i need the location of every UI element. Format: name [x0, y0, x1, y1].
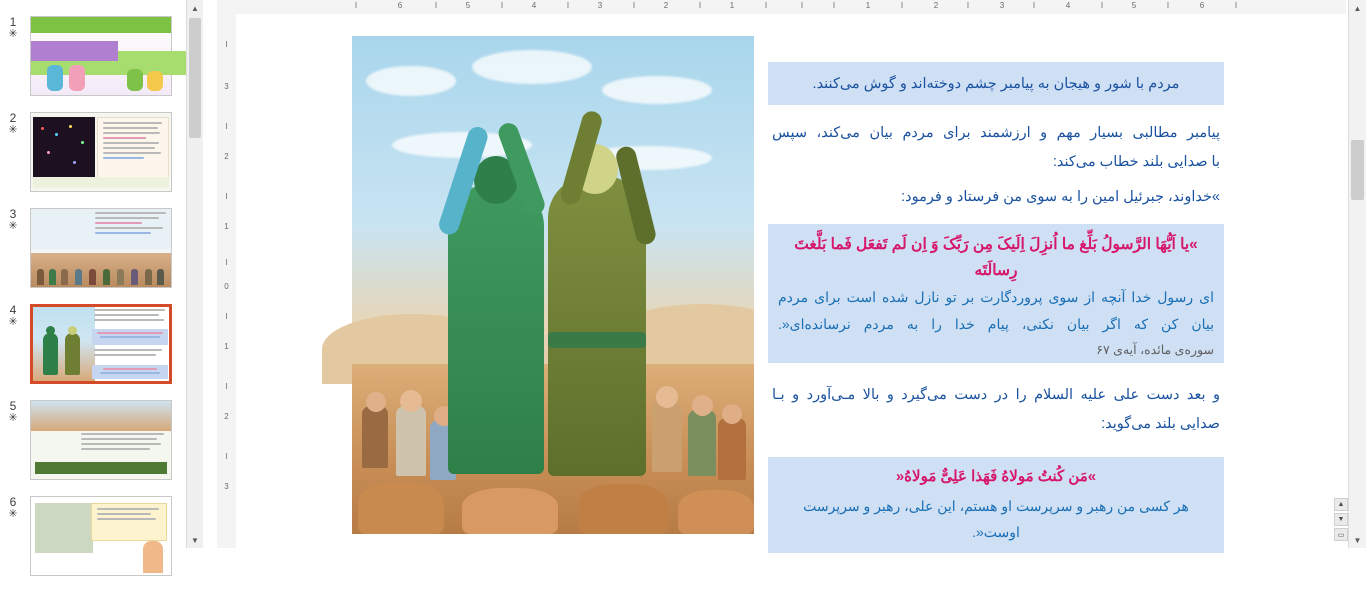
paragraph-1[interactable] [768, 119, 1224, 177]
crowd-figure [362, 406, 388, 468]
thumbnail-number: 5 [9, 399, 17, 413]
slide-edit-area[interactable] [236, 14, 1346, 548]
slide-thumbnail-4[interactable] [0, 304, 186, 400]
ruler-label-3-right: 3 [999, 1, 1005, 10]
crowd-head [722, 404, 742, 424]
thumbnail-number: 1 [9, 15, 17, 29]
thumbnail-frame[interactable] [30, 208, 172, 288]
ruler-tick: I [1032, 1, 1036, 10]
ruler-label-1-bottom: 1 [224, 342, 229, 351]
crowd-figure [718, 418, 746, 480]
thumbnail-number: 2 [9, 111, 17, 125]
ruler-label-3-top: 3 [224, 82, 229, 91]
animation-star-icon: ✳ [8, 28, 18, 40]
crowd-head [400, 390, 422, 412]
decor-green-bar [35, 462, 167, 474]
ruler-tick: I [566, 1, 570, 10]
paragraph-1-line-1: پیامبر مطالبی بسیار مهم و ارزشمند برای مردم بیان می‌کند، سپس [772, 125, 1220, 141]
paragraph-2-text: »خداوند، جبرئیل امین را به سوی من فرستاد و فرمود: [901, 189, 1220, 205]
crowd-figure [688, 410, 716, 476]
ruler-label-1-top: 1 [224, 222, 229, 231]
thumbnail-frame-selected[interactable] [30, 304, 172, 384]
ruler-tick: I [1234, 1, 1238, 10]
scroll-down-icon[interactable]: ▼ [1349, 532, 1366, 548]
crowd-head [366, 392, 386, 412]
ayah-translation-line-1: ای رسول خدا آنچه از سوی پروردگارت بر تو نازل شده است برای مردم [778, 289, 1214, 305]
thumbnail-panel-scrollbar[interactable] [186, 0, 203, 548]
ruler-tick: I [225, 452, 228, 461]
decor-band [31, 17, 171, 33]
thumbnail-number: 4 [9, 303, 17, 317]
ruler-tick: I [698, 1, 702, 10]
ruler-tick: I [764, 1, 768, 10]
decor-purple-block [31, 41, 118, 61]
intro-text: مردم با شور و هیجان به پیامبر چشم دوخته‌اند و گوش می‌کنند. [812, 76, 1180, 92]
previous-slide-button[interactable]: ▲ [1334, 498, 1348, 511]
ruler-tick: I [434, 1, 438, 10]
scrollbar-thumb[interactable] [1351, 140, 1364, 200]
decor-highlight-band [92, 365, 168, 379]
prophet-figure [448, 184, 544, 474]
slide-thumbnail-3[interactable] [0, 208, 186, 304]
slide-thumbnail-panel[interactable] [0, 0, 199, 548]
show-all-slides-button[interactable]: ▭ [1334, 528, 1348, 541]
slide-thumbnail-1[interactable] [0, 16, 186, 112]
decor-photo [33, 117, 95, 177]
ruler-tick: I [225, 258, 228, 267]
thumbnail-number: 3 [9, 207, 17, 221]
paragraph-3[interactable] [768, 381, 1224, 439]
ruler-tick: I [225, 40, 228, 49]
animation-star-icon: ✳ [8, 412, 18, 424]
decor-textbox [91, 503, 167, 541]
paragraph-3-line-2: صدایی بلند می‌گوید: [1101, 416, 1220, 432]
scroll-down-icon[interactable]: ▼ [187, 532, 203, 548]
vertical-ruler [217, 0, 237, 548]
scroll-up-icon[interactable]: ▲ [1349, 0, 1366, 16]
decor-textbox [97, 117, 169, 181]
ayah-band[interactable] [768, 224, 1224, 363]
slide-thumbnail-5[interactable] [0, 400, 186, 496]
ruler-label-2-top: 2 [224, 152, 229, 161]
crowd-figure [396, 406, 426, 476]
thumbnail-frame[interactable] [30, 112, 172, 192]
decor-figure [47, 65, 63, 91]
decor-photo [33, 307, 95, 381]
next-slide-button[interactable]: ▼ [1334, 513, 1348, 526]
ruler-label-4-right: 4 [1065, 1, 1071, 10]
thumbnail-frame[interactable] [30, 400, 172, 480]
ruler-label-1-left: 1 [729, 1, 735, 10]
thumbnail-frame[interactable] [30, 496, 172, 576]
ruler-tick: I [225, 382, 228, 391]
camel-shape [358, 482, 444, 534]
ayah-translation-line-2: بیان کن که اگر بیان نکنی، پیام خدا را به مردم نرسانده‌ای«. [778, 316, 1214, 332]
decor-textbox [92, 309, 168, 383]
ruler-tick: I [225, 122, 228, 131]
crowd-head [692, 395, 713, 416]
ruler-tick: I [225, 312, 228, 321]
ruler-label-5-right: 5 [1131, 1, 1137, 10]
ruler-label-3-left: 3 [597, 1, 603, 10]
ruler-tick: I [1166, 1, 1170, 10]
hadith-translation: هر کسی من رهبر و سرپرست او هستم، این علی، رهبر و سرپرست اوست«. [803, 498, 1189, 540]
decor-bottom-bar [33, 177, 169, 188]
ruler-tick: I [832, 1, 836, 10]
animation-star-icon: ✳ [8, 220, 18, 232]
thumbnail-number: 6 [9, 495, 17, 509]
ruler-tick: I [354, 1, 358, 10]
decor-highlight-band [92, 329, 168, 345]
ruler-label-6-right: 6 [1199, 1, 1205, 10]
intro-band[interactable] [768, 62, 1224, 105]
ruler-tick: I [225, 192, 228, 201]
decor-crowd [31, 253, 171, 287]
decor-photo [31, 401, 171, 431]
ruler-tick: I [1100, 1, 1104, 10]
ruler-label-3-bottom: 3 [224, 482, 229, 491]
decor-figure [43, 333, 58, 375]
slide-illustration[interactable] [352, 36, 754, 534]
slide-navigation-buttons[interactable] [1334, 498, 1348, 542]
paragraph-2[interactable] [768, 183, 1224, 212]
ayah-arabic-text: »یا اَیُّهَا الرَّسولُ بَلِّغ ما اُنزِلَ اِلَیکَ مِن رَبِّکَ وَ اِن لَم تَفعَل فَما بَلَّغتَ رِسالَتَه [794, 236, 1198, 279]
ruler-label-5-left: 5 [465, 1, 471, 10]
ruler-tick: I [632, 1, 636, 10]
ruler-label-0: 0 [224, 282, 229, 291]
ruler-label-1-right: 1 [865, 1, 871, 10]
hadith-band[interactable] [768, 457, 1224, 553]
decor-figure [69, 65, 85, 91]
decor-figure [65, 333, 80, 375]
main-vertical-scrollbar[interactable] [1348, 0, 1366, 548]
decor-photo [35, 503, 93, 553]
camel-shape [462, 488, 558, 534]
slide-thumbnail-2[interactable] [0, 112, 186, 208]
thumbnail-canvas [31, 209, 171, 287]
slide-thumbnail-6[interactable] [0, 496, 186, 592]
current-slide[interactable] [352, 36, 1238, 540]
thumbnail-canvas [31, 113, 171, 191]
ali-belt [548, 332, 646, 348]
thumbnail-canvas [31, 17, 171, 95]
ayah-source: سوره‌ی مائده، آیه‌ی ۶۷ [1096, 343, 1214, 357]
ruler-label-2-bottom: 2 [224, 412, 229, 421]
thumbnail-canvas [31, 497, 171, 575]
ruler-tick: I [500, 1, 504, 10]
paragraph-3-line-1: و بعد دست علی علیه السلام را در دست می‌گیرد و بالا مـی‌آورد و بـا [772, 387, 1220, 403]
ruler-label-4-left: 4 [531, 1, 537, 10]
decor-figure [147, 71, 163, 91]
ruler-tick: I [900, 1, 904, 10]
scrollbar-thumb[interactable] [189, 18, 201, 138]
horizontal-ruler [236, 0, 1346, 15]
thumbnail-frame[interactable] [30, 16, 172, 96]
decor-figure [127, 69, 143, 91]
ruler-label-6-left: 6 [397, 1, 403, 10]
cloud-shape [366, 66, 456, 96]
animation-star-icon: ✳ [8, 316, 18, 328]
camel-shape [678, 490, 754, 534]
ruler-tick: I [966, 1, 970, 10]
ruler-label-2-left: 2 [663, 1, 669, 10]
animation-star-icon: ✳ [8, 508, 18, 520]
crowd-figure [652, 402, 682, 472]
animation-star-icon: ✳ [8, 124, 18, 136]
crowd-head [656, 386, 678, 408]
paragraph-1-line-2: با صدایی بلند خطاب می‌کند: [1052, 154, 1220, 170]
ruler-label-2-right: 2 [933, 1, 939, 10]
thumbnail-canvas [31, 401, 171, 479]
slide-text-column[interactable] [754, 36, 1238, 540]
scroll-up-icon[interactable]: ▲ [187, 0, 203, 16]
camel-shape [578, 484, 668, 534]
thumbnail-canvas [33, 307, 169, 381]
cloud-shape [602, 76, 712, 104]
hadith-arabic-text: »مَن کُنتُ مَولاهُ فَهَذا عَلِیٌّ مَولاهُ« [895, 468, 1097, 485]
ruler-tick: I [800, 1, 804, 10]
cloud-shape [472, 50, 592, 84]
decor-figure [143, 541, 163, 573]
